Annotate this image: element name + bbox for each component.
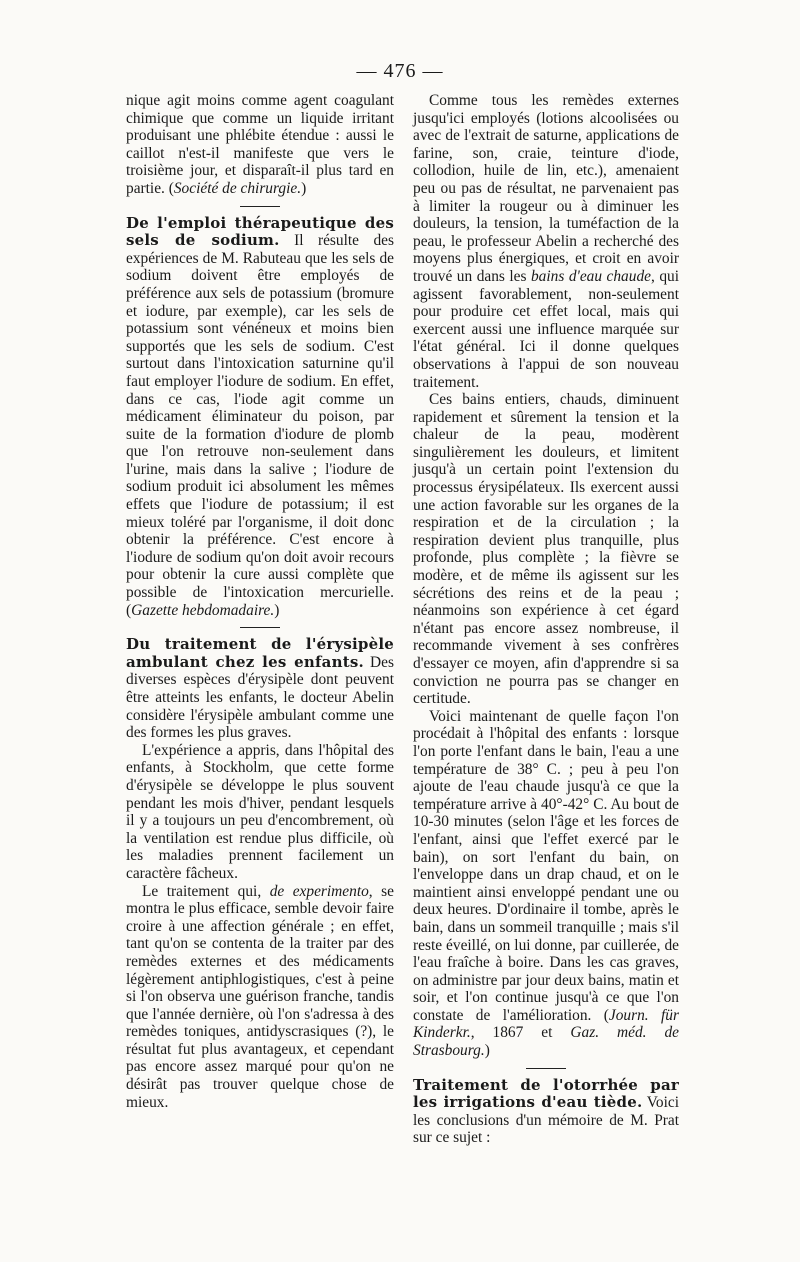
paragraph-chirurgie: [126, 92, 394, 198]
paragraph-text: , qui agissent favorablement, non-seulement pour produire cet effet local, mais qui exercent aussi une influence marquée sur l'état général. Ici il donne quelques observations à l'appui de son nouveau traitement.: [413, 267, 679, 391]
section-heading: De l'emploi thérapeutique des sels de sodium.: [126, 213, 394, 250]
source-citation: Journ. für Kinderkr.: [413, 1006, 679, 1042]
paragraph-remedes-externes: [413, 92, 679, 391]
paragraph-procede: [413, 708, 679, 1060]
left-column: [126, 92, 394, 1111]
paragraph-bains-entiers: Ces bains entiers, chauds, diminuent rapidement et sûrement la tension et la chaleur de la peau, modèrent singulièrement les douleurs, et limitent jusqu'à un certain point l'extension du processus érysipélateux. Ils exercent aussi une action favorable sur les organes de la respiration et de la circulation ; la respiration devient plus tranquille, plus profonde, plus complète ; la fièvre se modère, et de même ils agissent sur les sécrétions des reins et de la peau ; néanmoins son expérience à cet égard n'étant pas encore assez nombreuse, il recommande vivement à ses confrères d'essayer ce moyen, afin d'apprendre si sa conviction ne pourra pas se changer en certitude.: [413, 391, 679, 708]
paragraph-traitement: [126, 883, 394, 1112]
paragraph-text: Des diverses espèces d'érysipèle dont peuvent être atteints les enfants, le docteur Abelin considère l'érysipèle ambulant comme une des formes les plus graves.: [126, 653, 394, 742]
paragraph-text: Comme tous les remèdes externes jusqu'ici employés (lotions alcoolisées ou avec de l'extrait de saturne, applications de farine, son, craie, teinture d'iode, collodion, huile de lin, etc.), amenaient peu ou pas de résultat, ne parvenaient pas à limiter la rougeur ou à diminuer les douleurs, la tension, la tuméfaction de la peau, le professeur Abelin a recherché des moyens plus énergiques, et croit en avoir trouvé un dans les: [413, 92, 679, 285]
paragraph-text: Il résulte des expériences de M. Rabuteau que les sels de sodium doivent être employés de préférence aux sels de potassium (bromure et iodure, par exemple), car les sels de potassium sont vénéneux et moins bien supportés que les sels de sodium. C'est surtout dans l'intoxication saturnine qu'il faut employer l'iodure de sodium. En effet, dans ce cas, l'iode agit comme un médicament éliminateur du poison, par suite de la formation d'iodure de plomb que l'on retrouve non-seulement dans l'urine, mais dans la salive ; l'iodure de sodium produit ici absolument les mêmes effets que l'iodure de potassium; il est mieux toléré par l'organisme, il doit donc obtenir la préférence. C'est encore à l'iodure de sodium qu'on doit avoir recours pour obtenir la cure aussi complète que possible de l'intoxication mercurielle. (: [126, 232, 395, 619]
paragraph-text: ): [301, 179, 307, 197]
section-erysipele: [126, 636, 394, 742]
paragraph-text: Le traitement qui,: [142, 882, 270, 900]
paragraph-experience: L'expérience a appris, dans l'hôpital des enfants, à Stockholm, que cette forme d'érysipèle se développe le plus souvent pendant les mois d'hiver, pendant lesquels il y a toujours un peu d'encombrement, où la ventilation est rendue plus difficile, où les maladies prennent facilement un caractère fâcheux.: [126, 741, 394, 882]
source-citation: Société de chirurgie.: [173, 179, 302, 197]
paragraph-text: ): [274, 601, 280, 619]
paragraph-text: Voici les conclusions d'un mémoire de M. Prat sur ce sujet :: [413, 1094, 679, 1147]
italic-phrase: bains d'eau chaude: [530, 267, 651, 285]
section-sels-de-sodium: [126, 215, 394, 620]
paragraph-text: , se montra le plus efficace, semble devoir faire croire à une affection générale ; en effet, tant qu'on se contenta de la traiter par des remèdes externes et des médicaments légèrement antiphlogistiques, c'est à peine si l'on observa une guérison franche, tandis que l'année dernière, où l'on s'adressa à des remèdes toniques, antidyscrasiques (?), le résultat fut plus avantageux, et cependant pas encore assez marqué pour qu'on ne désirât pas trouver quelque chose de mieux.: [126, 882, 394, 1111]
paragraph-text: nique agit moins comme agent coagulant chimique que comme un liquide irritant produisant une phlébite étendue : aussi le caillot n'est-il manifeste que vers le troisième jour, et disparaît-il plus tard en partie. (: [126, 92, 394, 197]
section-divider: [240, 627, 280, 628]
italic-phrase: de experimento: [269, 882, 369, 900]
source-citation: Gazette hebdomadaire.: [131, 601, 275, 619]
section-divider: [526, 1068, 566, 1069]
section-heading: Du traitement de l'érysipèle ambulant chez les enfants.: [126, 635, 394, 671]
paragraph-text: ): [484, 1042, 490, 1060]
paragraph-text: , 1867 et: [470, 1024, 571, 1042]
section-divider: [240, 206, 280, 207]
section-heading: Traitement de l'otorrhée par les irrigations d'eau tiède.: [413, 1075, 679, 1112]
section-otorrhee: [413, 1077, 679, 1147]
paragraph-text: Voici maintenant de quelle façon l'on procédait à l'hôpital des enfants : lorsque l'on porte l'enfant dans le bain, l'eau a une température de 38° C. ; peu à peu l'on ajoute de l'eau chaude jusqu'à ce que la température arrive à 40°-42° C. Au bout de 10-30 minutes (selon l'âge et les forces de l'enfant, ainsi que l'effet exercé par le bain), on sort l'enfant du bain, on l'enveloppe dans un drap chaud, et on le maintient ainsi enveloppé pendant une ou deux heures. D'ordinaire il tombe, après le bain, dans un sommeil tranquille ; mais s'il reste éveillé, on lui donne, par cuillerée, de l'eau fraîche à boire. Dans les cas graves, on administre par jour deux bains, matin et soir, et l'on continue jusqu'à ce que l'on constate de l'amélioration. (: [413, 707, 679, 1024]
page-number: — 476 —: [356, 60, 444, 82]
source-citation: Gaz. méd. de Strasbourg.: [413, 1024, 680, 1060]
right-column: [413, 92, 679, 1147]
